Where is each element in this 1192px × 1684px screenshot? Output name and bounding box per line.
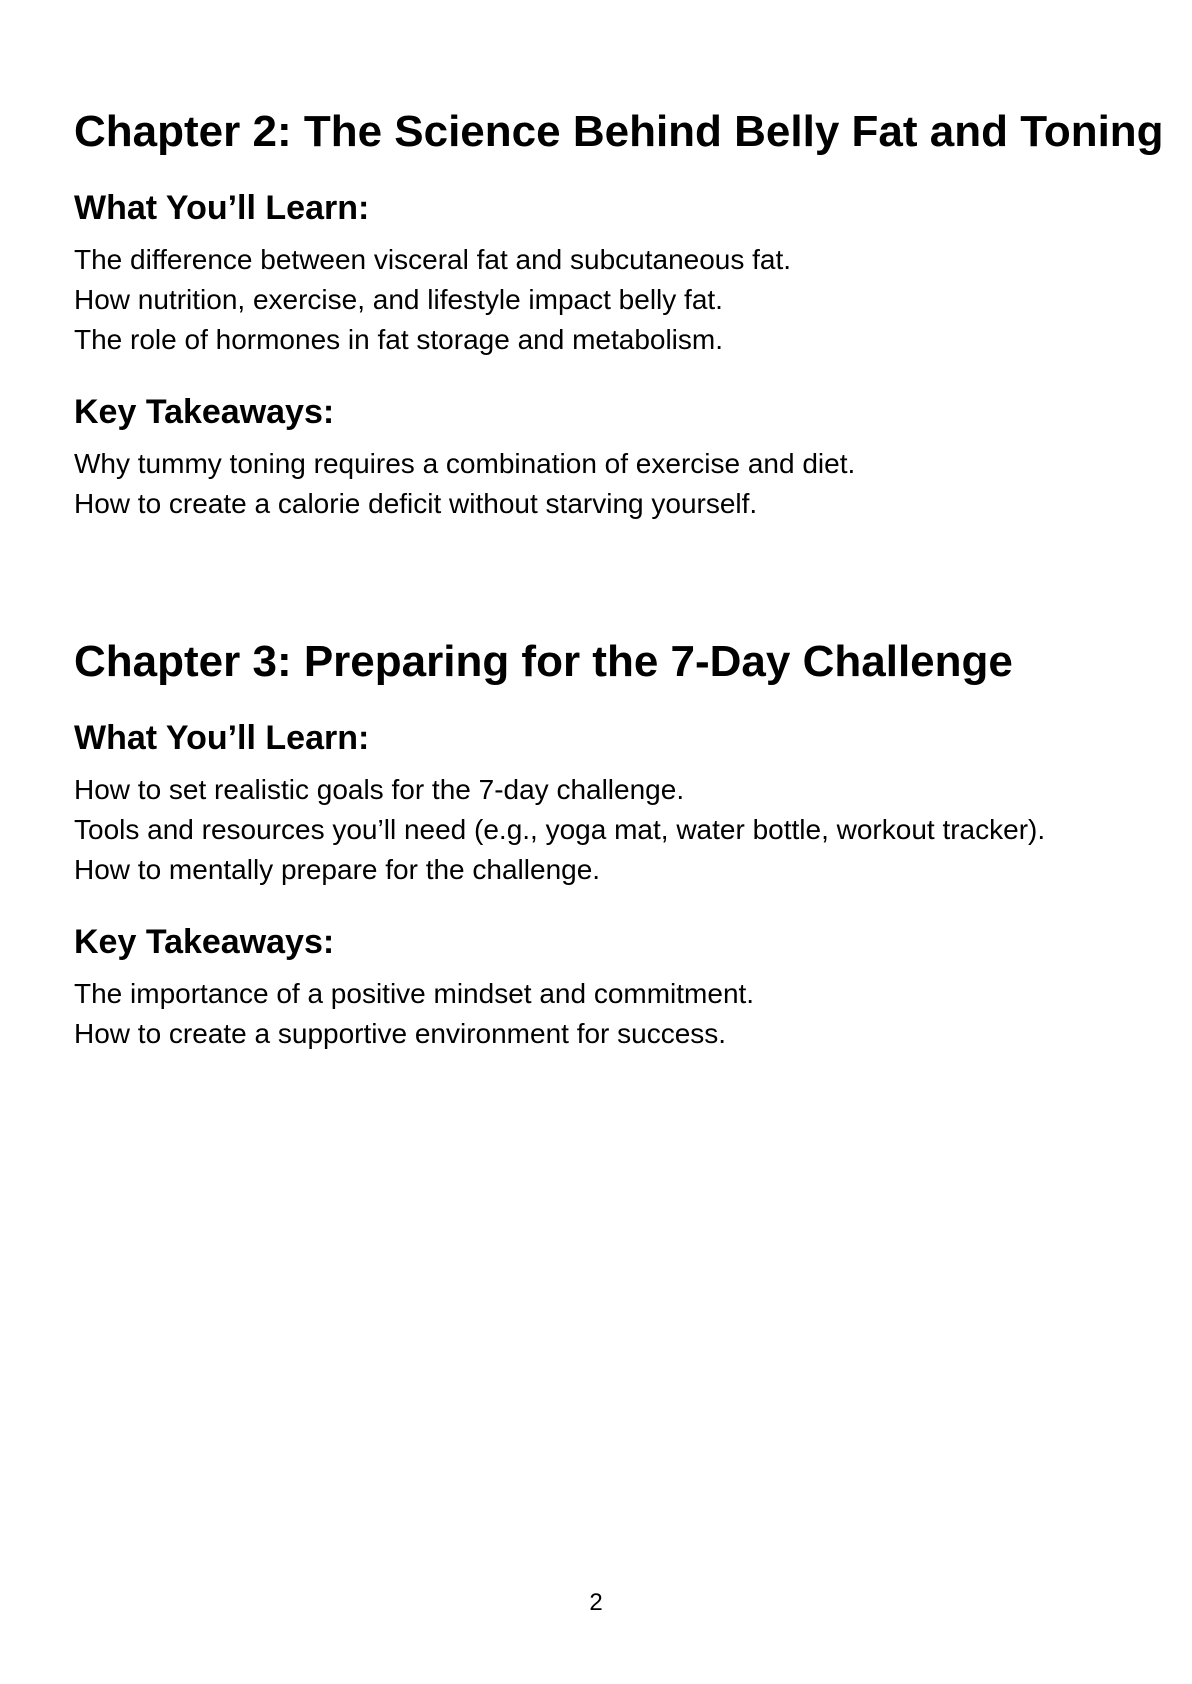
- list-item: The role of hormones in fat storage and metabolism.: [74, 324, 724, 355]
- learn-list: [74, 770, 1184, 890]
- list-item: The difference between visceral fat and subcutaneous fat.: [74, 244, 792, 275]
- list-item: Tools and resources you’ll need (e.g., yoga mat, water bottle, workout tracker).: [74, 814, 1046, 845]
- list-item: How to create a calorie deficit without starving yourself.: [74, 488, 758, 519]
- page-number: 2: [589, 1589, 603, 1616]
- chapter-title: Chapter 2: The Science Behind Belly Fat and Toning: [74, 107, 1164, 156]
- chapter-title: Chapter 3: Preparing for the 7-Day Challenge: [74, 637, 1013, 686]
- section-heading-what-youll-learn: What You’ll Learn:: [74, 719, 370, 757]
- list-item: The importance of a positive mindset and commitment.: [74, 978, 755, 1009]
- section-heading-key-takeaways: Key Takeaways:: [74, 393, 335, 431]
- chapter-2: [74, 106, 1184, 524]
- list-item: How nutrition, exercise, and lifestyle impact belly fat.: [74, 284, 723, 315]
- list-item: How to mentally prepare for the challenge.: [74, 854, 601, 885]
- list-item: How to set realistic goals for the 7-day challenge.: [74, 774, 685, 805]
- takeaways-list: [74, 974, 1184, 1054]
- learn-list: [74, 240, 1184, 360]
- list-item: How to create a supportive environment for success.: [74, 1018, 727, 1049]
- chapter-3: [74, 636, 1184, 1054]
- list-item: Why tummy toning requires a combination of exercise and diet.: [74, 448, 856, 479]
- section-heading-key-takeaways: Key Takeaways:: [74, 923, 335, 961]
- section-heading-what-youll-learn: What You’ll Learn:: [74, 189, 370, 227]
- takeaways-list: [74, 444, 1184, 524]
